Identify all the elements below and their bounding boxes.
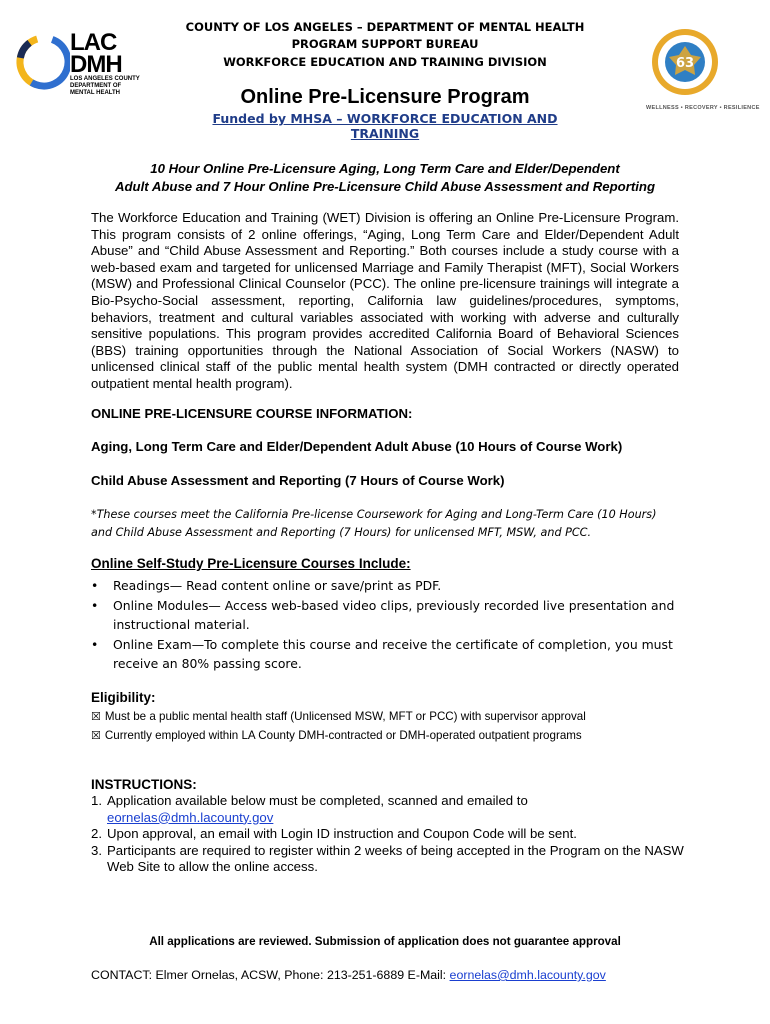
list-item: • Online Exam—To complete this course and receive the certificate of completion, you must receive an 80% passing score. <box>91 636 673 671</box>
email-link[interactable]: eornelas@dmh.lacounty.gov <box>107 809 274 825</box>
list-item: 3. Participants are required to register within 2 weeks of being accepted in the Program on the NASW Web Site to allow the online access. <box>91 842 684 875</box>
logo-wordmark: LAC DMH <box>70 29 122 78</box>
checked-box-icon: ☒ <box>91 729 101 742</box>
svg-text:63: 63 <box>675 56 695 71</box>
checked-box-icon: ☒ <box>91 710 101 723</box>
instructions-heading: INSTRUCTIONS: <box>91 777 197 792</box>
funding-line: Funded by MHSA – WORKFORCE EDUCATION AND TRAINING <box>212 111 558 141</box>
instructions-list <box>91 793 691 876</box>
eligibility-heading: Eligibility: <box>91 690 156 705</box>
contact-line: CONTACT: Elmer Ornelas, ACSW, Phone: 213-251-6889 E-Mail: eornelas@dmh.lacounty.gov <box>91 968 606 982</box>
intro-paragraph: The Workforce Education and Training (WET) Division is offering an Online Pre-Licensure Program. This program consists of 2 online offerings, “Aging, Long Term Care and Elder/Dependent Adult Abuse” and “Child Abuse Assessment and Reporting.” Both courses include a study course with a web-based exam and targeted for unlicensed Marriage and Family Therapist (MFT), Social Workers (MSW) and Professional Clinical Counselor (PCC). The online pre-licensure trainings will integrate a Bio-Psycho-Social assessment, reporting, California law guidelines/procedures, symptoms, behaviors, treatment and cultural variables associated with working with adverse and culturally sensitive populations. This program provides accredited California Board of Behavioral Sciences (BBS) training opportunities through the National Association of Social Workers (NASW) to unlicensed clinical staff of the public mental health system (DMH contracted or directly operated outpatient mental health program). <box>91 210 679 391</box>
eligibility-item: ☒ Currently employed within LA County DMH-contracted or DMH-operated outpatient programs <box>91 729 582 742</box>
self-study-list <box>91 576 691 674</box>
course-note: *These courses meet the California Pre-license Coursework for Aging and Long-Term Care (10 Hours) and Child Abuse Assessment and Reporting (7 Hours) for unlicensed MFT, MSW, and PCC. <box>91 508 657 539</box>
header-line-division: WORKFORCE EDUCATION AND TRAINING DIVISION <box>223 55 547 69</box>
page-title: Online Pre-Licensure Program <box>240 86 530 108</box>
wellness-recovery-ring-icon <box>14 32 70 92</box>
seal-caption: WELLNESS • RECOVERY • RESILIENCE <box>646 105 760 111</box>
list-item: 2. Upon approval, an email with Login ID instruction and Coupon Code will be sent. <box>91 826 577 842</box>
course-aging: Aging, Long Term Care and Elder/Dependent Adult Abuse (10 Hours of Course Work) <box>91 439 623 454</box>
self-study-heading: Online Self-Study Pre-Licensure Courses Include: <box>91 556 411 571</box>
bullet-icon: • <box>91 597 99 613</box>
course-child-abuse: Child Abuse Assessment and Reporting (7 Hours of Course Work) <box>91 473 505 488</box>
contact-email-link[interactable]: eornelas@dmh.lacounty.gov <box>449 968 606 982</box>
eligibility-item: ☒ Must be a public mental health staff (Unlicensed MSW, MFT or PCC) with supervisor approval <box>91 710 586 723</box>
bullet-icon: • <box>91 578 99 593</box>
header-line-department: COUNTY OF LOS ANGELES – DEPARTMENT OF MENTAL HEALTH <box>185 20 585 34</box>
mhsa-seal-icon <box>650 22 720 104</box>
logo-subtext: LOS ANGELES COUNTY DEPARTMENT OF MENTAL HEALTH <box>70 76 140 96</box>
course-info-heading: ONLINE PRE-LICENSURE COURSE INFORMATION: <box>91 406 413 421</box>
program-subtitle: 10 Hour Online Pre-Licensure Aging, Long Term Care and Elder/Dependent Adult Abuse and 7 Hour Online Pre-Licensure Child Abuse Assessment and Reporting <box>114 161 656 194</box>
list-item: 1. Application available below must be completed, scanned and emailed to eornelas@dmh.lacounty.gov <box>91 793 528 825</box>
review-notice: All applications are reviewed. Submission of application does not guarantee approval <box>149 935 621 948</box>
bullet-icon: • <box>91 636 99 652</box>
list-item: • Online Modules— Access web-based video clips, previously recorded live presentation and instructional material. <box>91 597 675 632</box>
list-item: • Readings— Read content online or save/print as PDF. <box>91 576 691 596</box>
header-line-bureau: PROGRAM SUPPORT BUREAU <box>291 37 479 51</box>
